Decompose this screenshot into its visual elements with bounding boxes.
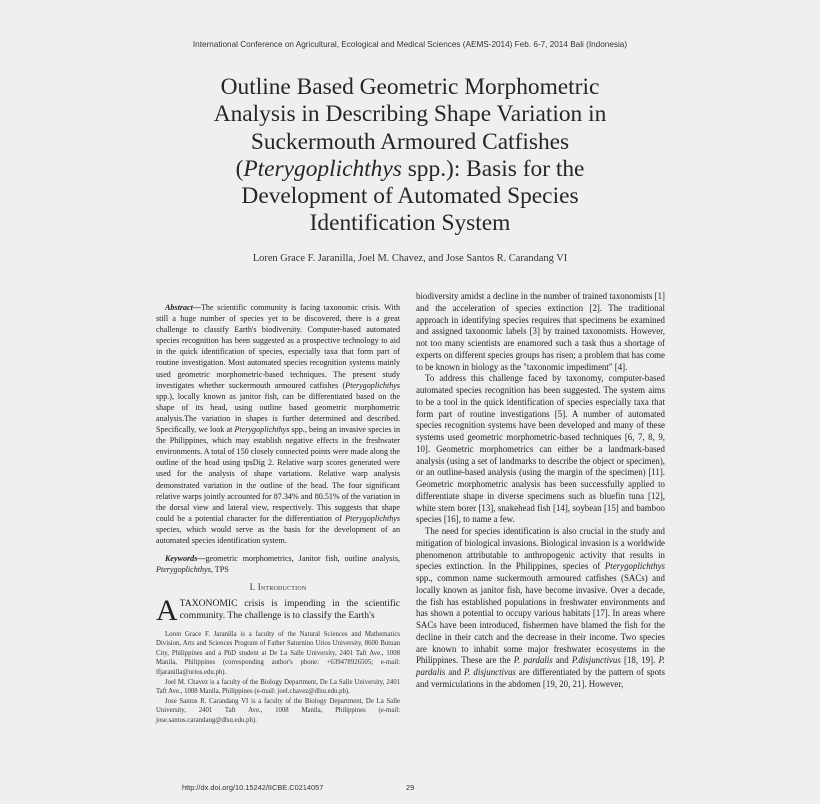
p3-species-pardalis-1: P. pardalis	[513, 655, 553, 666]
abstract-text-2: spp.), locally known as janitor fish, can be differentiated based on the shape of its head, using outline based geometric morphometric analysis.The variation in shapes is further determined and described. Specifically, we look at	[156, 391, 400, 435]
keywords-label	[165, 554, 205, 563]
author-list: Loren Grace F. Jaranilla, Joel M. Chavez, and Jose Santos R. Carandang VI	[252, 253, 568, 264]
title-line-2: Analysis in Describing Shape Variation in	[213, 101, 607, 128]
title-line-4-open: (	[235, 155, 244, 182]
abstract-text-4: species, which would serve as the basis for the development of an automated species identification system.	[156, 524, 400, 545]
title-line-1: Outline Based Geometric Morphometric	[220, 74, 600, 100]
keywords-genus: Pterygoplichthys,	[156, 565, 213, 575]
keywords-label-text: Keywords	[165, 554, 198, 564]
doi-link[interactable]: http://dx.doi.org/10.15242/IICBE.C0214057	[182, 783, 324, 792]
paper-title	[150, 74, 670, 238]
body-paragraph-3	[416, 526, 665, 691]
title-line-3: Suckermouth Armoured Catfishes	[250, 128, 570, 155]
section-number: I.	[249, 582, 256, 593]
page-number: 29	[406, 783, 415, 792]
p3-text-b: spp., common name suckermouth armoured catfishes (SACs) and locally known as janitor fish, have become invasive. Over a decade, the fish has established populations in freshwater environments and has shown a potential to occupy various habitats [17]. In areas where SACs have been introduced, fishermen have blamed the fish for the decline in their catch and the decrease in their income. Two species are known to inhabit some major freshwater ecosystems in the Philippines. These are the	[416, 573, 665, 666]
footnote-author-1: Loren Grace F. Jaranilla is a faculty of the Natural Sciences and Mathematics Division, Arts and Sciences Program of Father Saturnino Urios University, 8600 Butuan City, Philippines and a PhD student at De La Salle University, 2401 Taft Ave., 1008 Manila, Philippines (corresponding author's phone: +639478926505; e-mail: lfjaranilla@urios.edu.ph).	[156, 630, 400, 676]
section-title: Introduction	[257, 582, 307, 593]
p3-text-c: and	[552, 655, 572, 666]
keywords-dash: —	[197, 554, 206, 564]
p3-text-f: are differentiated by the pattern of spots and vermiculations in the abdomen [19, 20, 21]. However,	[416, 667, 665, 689]
title-line-6: Identification System	[309, 210, 511, 237]
abstract-label-text: Abstract	[165, 303, 193, 312]
p3-text-a: The need for species identification is also crucial in the study and mitigation of biological invasions. Biological invasion is a worldwide phenomenon attributable to anthropogenic activity that results in species extinction. In the Philippines, species of	[416, 526, 665, 572]
abstract-text-3: spp., being an invasive species in the Philippines, which may establish negative effects in the freshwater environments. A total of 150 closely connected points were made along the outline of the head using tpsDig 2. Relative warp scores generated were used for the analysis of shape variations. Relative warp analysis demonstrated variation in the outline of the head. The four significant relative warps jointly accounted for 87.34% and 80.51% of the variation in the dorsal view and lateral view, respectively. This suggests that shape could be a potential character for the differentiation of	[156, 425, 400, 523]
keywords	[156, 553, 400, 575]
section-heading-introduction	[156, 582, 400, 593]
abstract-genus-2: Pterygoplichthys	[234, 425, 290, 435]
p3-text-d: [18, 19].	[620, 655, 659, 666]
footnote-author-3: Jose Santos R. Carandang VI is a faculty of the Biology Department, De La Salle University, 2401 Taft Ave., 1008 Manila, Philippines (e-mail: jose.santos.carandang@dlsu.edu.ph).	[156, 697, 400, 724]
title-line-4	[150, 156, 670, 183]
p3-text-e: and	[445, 667, 464, 677]
p3-genus: Pterygoplichthys	[604, 561, 665, 572]
keywords-text-2: TPS	[212, 565, 229, 575]
abstract-genus-1: Pterygoplichthys	[345, 380, 400, 390]
right-column	[416, 291, 665, 691]
abstract-text-1: The scientific community is facing taxonomic crisis. With still a huge number of species yet to be discovered, there is a great challenge to classify Earth's biodiversity. Computer-based automated species recognition has been suggested as a prospective technology to aid in the quick identification of species, especially taxa that form part of routine investigation. Most automated species recognition systems mainly used geometric morphometric-based techniques. The present study investigates whether suckermouth armoured catfishes (	[156, 303, 400, 390]
author-footnotes	[156, 630, 400, 726]
p3-species-pardalis-2: P. pardalis	[416, 655, 665, 677]
abstract	[156, 302, 400, 546]
abstract-dash: —	[192, 303, 201, 312]
title-line-4-rest: spp.): Basis for the	[401, 155, 585, 182]
footnote-author-2: Joel M. Chavez is a faculty of the Biology Department, De La Salle University, 2401 Taft Ave., 1008 Manila, Philippines (e-mail: joel.chavez@dlsu.edu.ph).	[156, 678, 400, 696]
intro-text: TAXONOMIC crisis is impending in the scientific community. The challenge is to classify the Earth's	[179, 598, 400, 621]
left-column	[156, 302, 400, 725]
body-paragraph-1: biodiversity amidst a decline in the number of trained taxonomists [1] and the acceleration of species extinction [2]. The traditional approach in identifying species requires that specimens be examined and assigned taxonomic labels [3] by trained taxonomists. However, not too many scientists are enamored such a task thus a shortage of experts on different species groups has risen; a problem that has come to be known in biology as the "taxonomic impediment" [4].	[416, 291, 665, 372]
body-paragraph-2: To address this challenge faced by taxonomy, computer-based automated species recognition has been suggested. The system aims to be a tool in the quick identification of species especially taxa that form part of routine investigations [5]. A number of automated species recognition systems have been developed and many of these systems used geometric morphometric-based techniques [6, 7, 8, 9, 10]. Geometric morphometrics can either be a landmark-based analysis (using a set of landmarks to describe the object or specimen), or an outline-based analysis (using the margin of the specimen) [11]. Geometric morphometric analysis has been successfully applied to differentiate shape in diverse specimens such as bluefin tuna [12], white stem borer [13], snakehead fish [14], soybean [15] and bamboo species [16], to name a few.	[416, 373, 665, 525]
p3-species-disjunctivus-2: P. disjunctivus	[463, 667, 516, 677]
drop-cap: A	[156, 594, 178, 628]
conference-header: International Conference on Agricultural, Ecological and Medical Sciences (AEMS-2014) Feb. 6-7, 2014 Bali (Indonesia)	[192, 40, 628, 49]
intro-paragraph	[156, 594, 400, 628]
title-line-5: Development of Automated Species	[241, 183, 579, 210]
title-genus: Pterygoplichthys	[243, 155, 402, 182]
p3-species-disjunctivus-1: P.disjunctivus	[571, 655, 621, 666]
keywords-text-1: geometric morphometrics, Janitor fish, outline analysis,	[205, 554, 400, 564]
abstract-genus-3: Pterygoplichthys	[345, 513, 400, 523]
abstract-label	[165, 303, 201, 312]
